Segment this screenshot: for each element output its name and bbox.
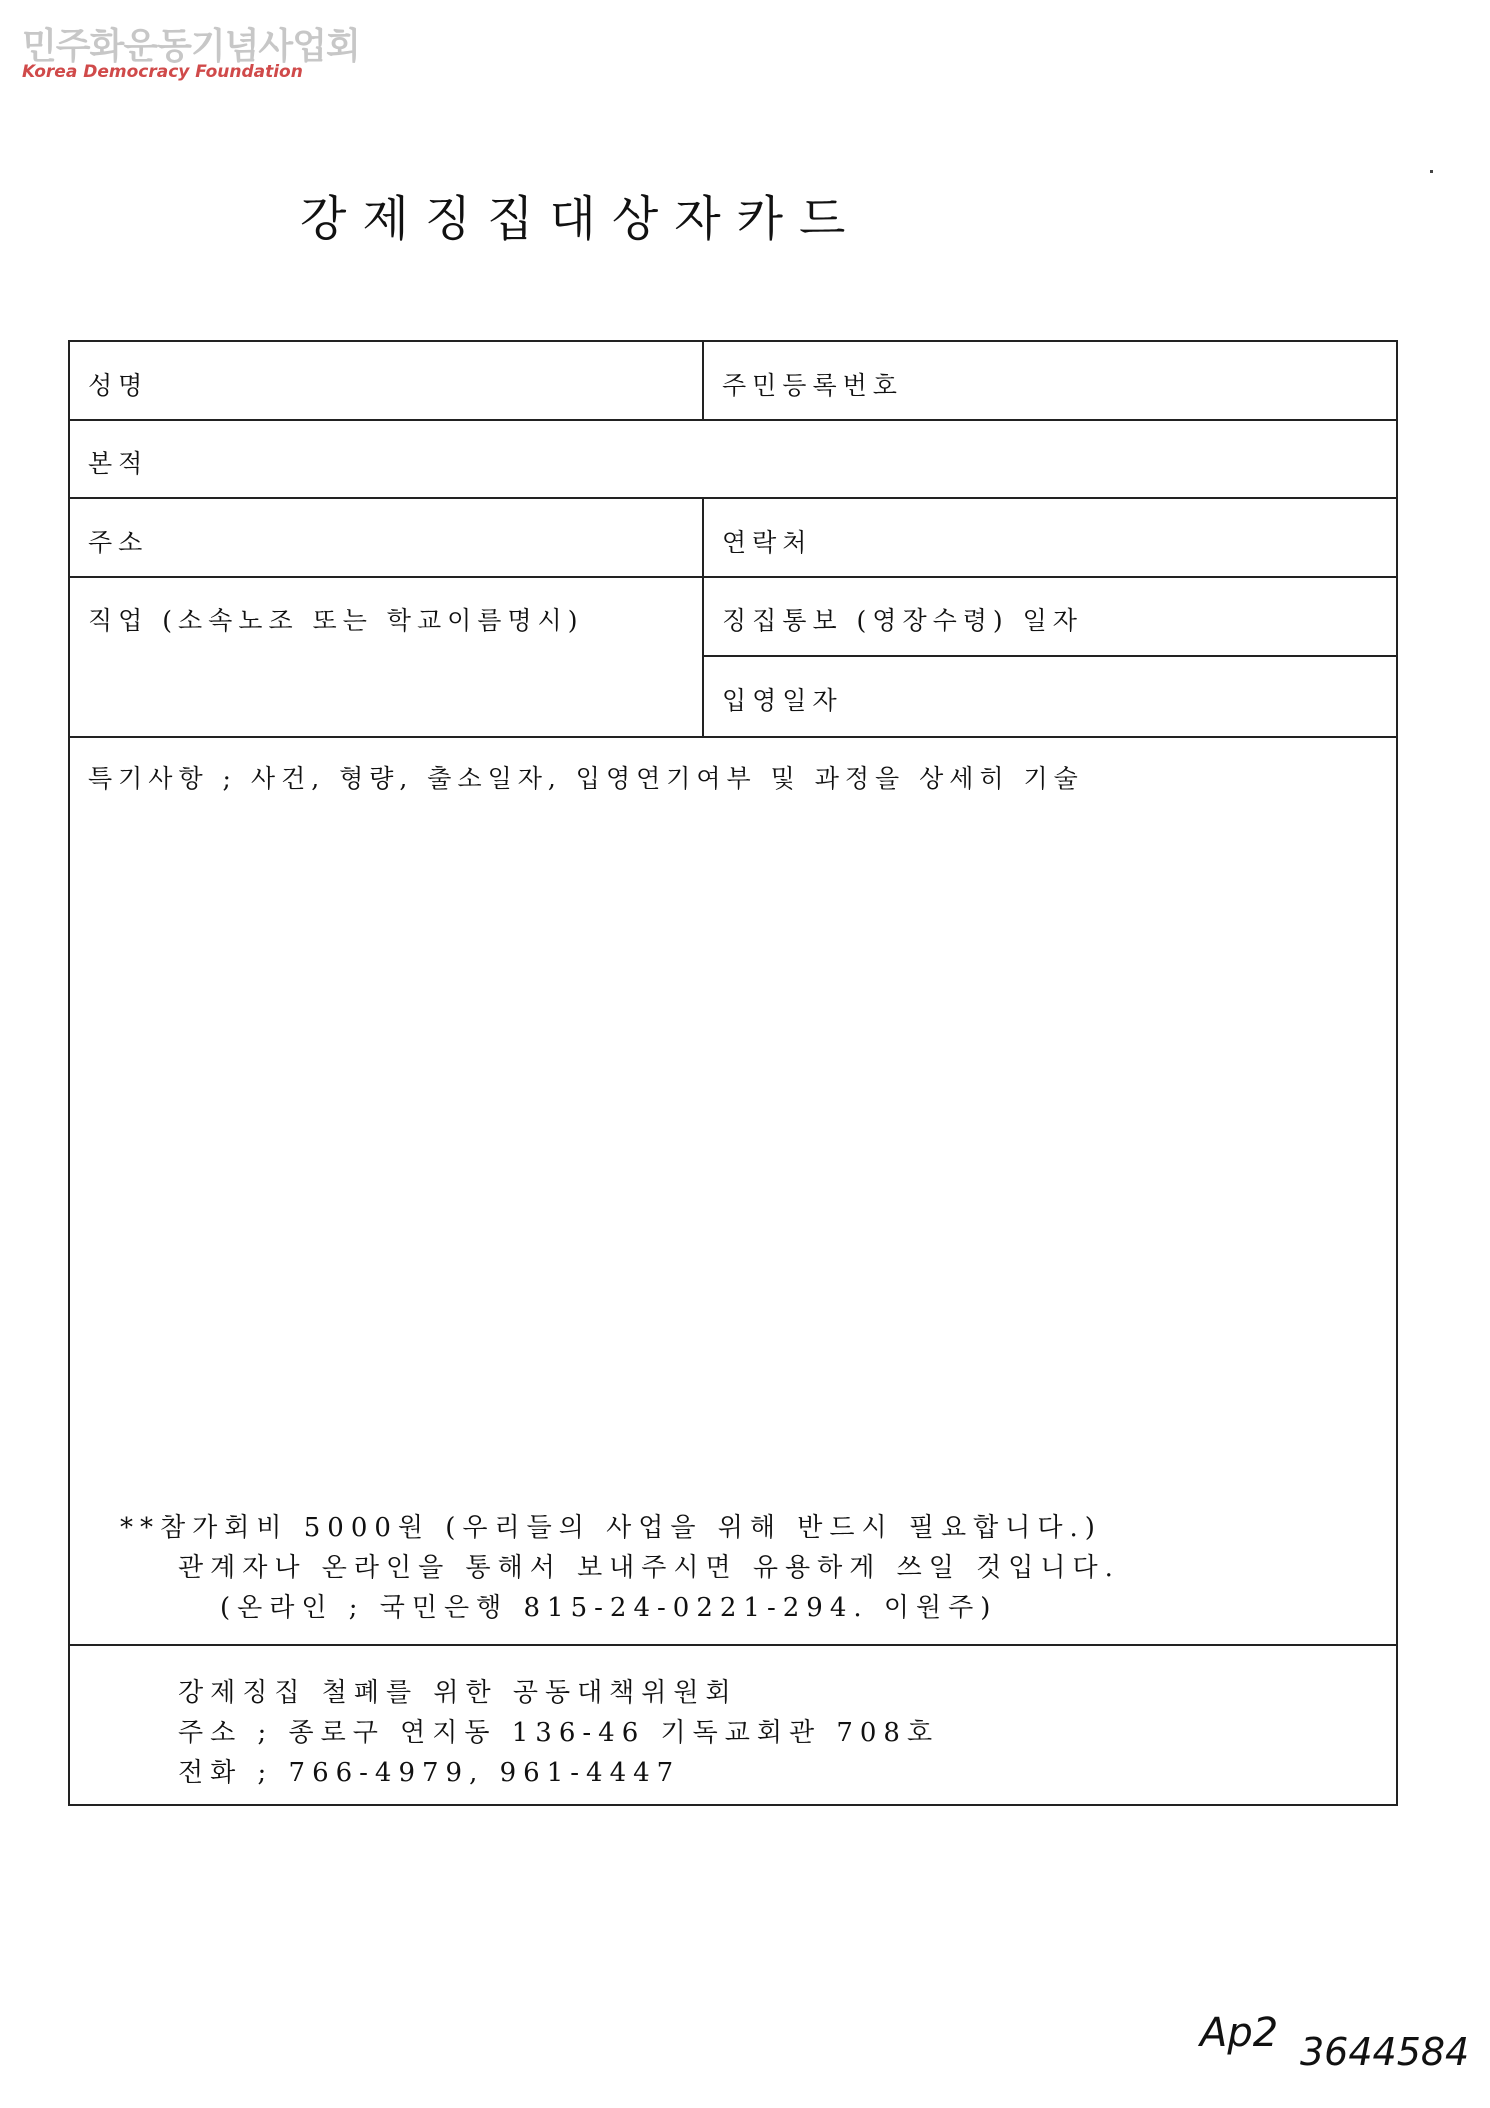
resident-number-label: 주민등록번호 bbox=[722, 371, 903, 400]
occupation-label: 직업 (소속노조 또는 학교이름명시) bbox=[88, 606, 584, 635]
registration-form bbox=[68, 340, 1398, 1806]
address-label: 주소 bbox=[88, 528, 149, 557]
fee-notice-line-3: (온라인 ; 국민은행 815-24-0221-294. 이원주) bbox=[220, 1593, 998, 1623]
enlistment-date-label: 입영일자 bbox=[722, 686, 843, 715]
organization-name: 강제징집 철폐를 위한 공동대책위원회 bbox=[178, 1678, 738, 1708]
scan-speck bbox=[1430, 170, 1433, 173]
watermark-korean: 민주화운동기념사업회 bbox=[22, 26, 360, 67]
watermark-english: Korea Democracy Foundation bbox=[22, 62, 303, 82]
contact-label: 연락처 bbox=[722, 528, 813, 557]
fee-notice-line-1: **참가회비 5000원 (우리들의 사업을 위해 반드시 필요합니다.) bbox=[120, 1513, 1102, 1543]
handwritten-initials: Ap2 bbox=[1200, 2010, 1279, 2056]
handwritten-number: 3644584 bbox=[1300, 2030, 1470, 2074]
name-label: 성명 bbox=[88, 371, 149, 400]
organization-phone: 전화 ; 766-4979, 961-4447 bbox=[178, 1758, 681, 1788]
hometown-label: 본적 bbox=[88, 449, 149, 478]
organization-address: 주소 ; 종로구 연지동 136-46 기독교회관 708호 bbox=[178, 1718, 940, 1748]
special-notes-label: 특기사항 ; 사건, 형량, 출소일자, 입영연기여부 및 과정을 상세히 기술 bbox=[88, 764, 1084, 793]
page-title: 강제징집대상자카드 bbox=[300, 191, 862, 247]
fee-notice-line-2: 관계자나 온라인을 통해서 보내주시면 유용하게 쓰일 것입니다. bbox=[178, 1553, 1120, 1583]
draft-notice-date-label: 징집통보 (영장수령) 일자 bbox=[722, 606, 1083, 635]
